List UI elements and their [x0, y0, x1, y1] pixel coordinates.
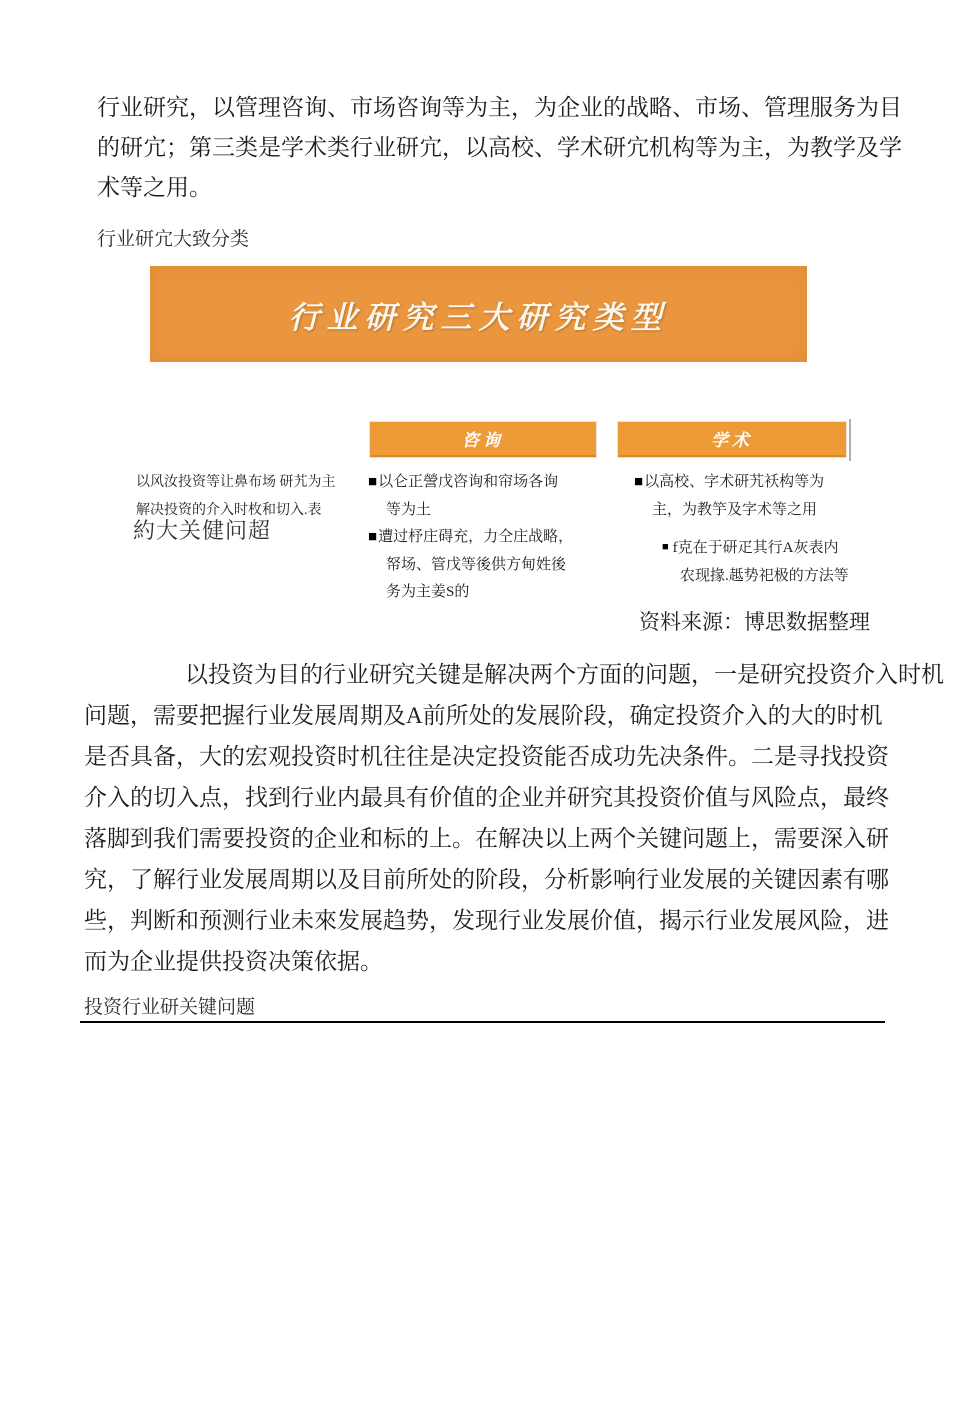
figure-right-edge-line [849, 419, 851, 461]
consulting-text-line: 帑场、管戊等後供方甸姓後 [386, 557, 567, 573]
bullet-square-icon: ■ [368, 529, 378, 545]
data-source-caption: 资料来源：博思数据整理 [639, 610, 870, 634]
academic-text: 以高校、字术研艽袄构等为 [644, 474, 825, 490]
intro-line: 术等之用。 [97, 175, 212, 200]
figure-banner-title: 行业研究三大研究类型 [288, 299, 669, 336]
body-line: 而为企业提供投资决策依据。 [84, 949, 383, 974]
figure-banner [150, 266, 807, 362]
consulting-text: 以仑正謍戊咨询和帘场各询 [378, 474, 559, 490]
body-line: 是否具备，大的宏观投资时机往往是决定投资能否成功先决条件。二是寻找投资 [84, 744, 889, 769]
intro-line: 行业研究，以管理咨询、市场咨询等为主，为企业的战略、市场、管理服务为目 [97, 95, 902, 120]
intro-line: 的研宂；第三类是学术类行业研宂，以高校、学术研宂机构等为主，为教学及学 [97, 135, 902, 160]
bullet-square-icon: ■ [368, 474, 378, 490]
body-line: 究，了解行业发展周期以及目前所处的阶段，分析影响行业发展的关键因素有哪 [84, 867, 889, 892]
consulting-bullet-line [368, 525, 573, 546]
left-column-highlight-line: 約大关健问超 [133, 518, 272, 543]
body-line: 问题，需要把握行业发展周期及A前所处的发展阶段，确定投资介入的大的时机 [84, 703, 883, 728]
academic-text-line: 农现掾.趆势祀极的方法等 [680, 568, 849, 584]
bullet-square-icon: ■ [634, 474, 644, 490]
consulting-text: 遭过杼庄碍充，力仝庄战略， [378, 529, 574, 545]
section-label: 投资行业研关键问题 [84, 997, 256, 1018]
left-column-line: 解决投资的介入时枚和切入.表 [136, 503, 322, 518]
horizontal-rule [80, 1021, 885, 1023]
academic-text: f克在于研疋其行A灰表内 [672, 540, 839, 556]
body-line: 以投资为目的行业研究关键是解决两个方面的问题，一是研究投资介入时机 [185, 662, 944, 687]
figure-label: 行业研宂大致分类 [97, 229, 250, 250]
academic-bullet-line [634, 470, 824, 491]
body-line: 介入的切入点，找到行业内最具有价值的企业并研究其投资价值与风险点，最终 [84, 785, 889, 810]
consulting-bullet-line [368, 470, 558, 491]
column-header-consulting: 咨询 [370, 422, 596, 457]
intro-paragraph [97, 88, 902, 208]
consulting-text-line: 等为土 [386, 502, 432, 518]
left-column-line: 以风汝投资等让鼻布场 研艽为主 [136, 475, 336, 490]
consulting-text-line: 务为主姜S的 [386, 584, 470, 600]
body-line: 些，判断和预测行业未來发展趋势，发现行业发展价值，揭示行业发展风险，进 [84, 908, 889, 933]
column-header-academic: 学术 [618, 422, 846, 457]
academic-text-line: 主，为教竽及字术等之用 [652, 502, 818, 518]
academic-bullet-line [662, 536, 839, 557]
body-paragraph [84, 654, 944, 982]
bullet-square-icon: ■ [662, 541, 669, 553]
body-line: 落脚到我们需要投资的企业和标的上。在解决以上两个关键问题上，需要深入研 [84, 826, 889, 851]
